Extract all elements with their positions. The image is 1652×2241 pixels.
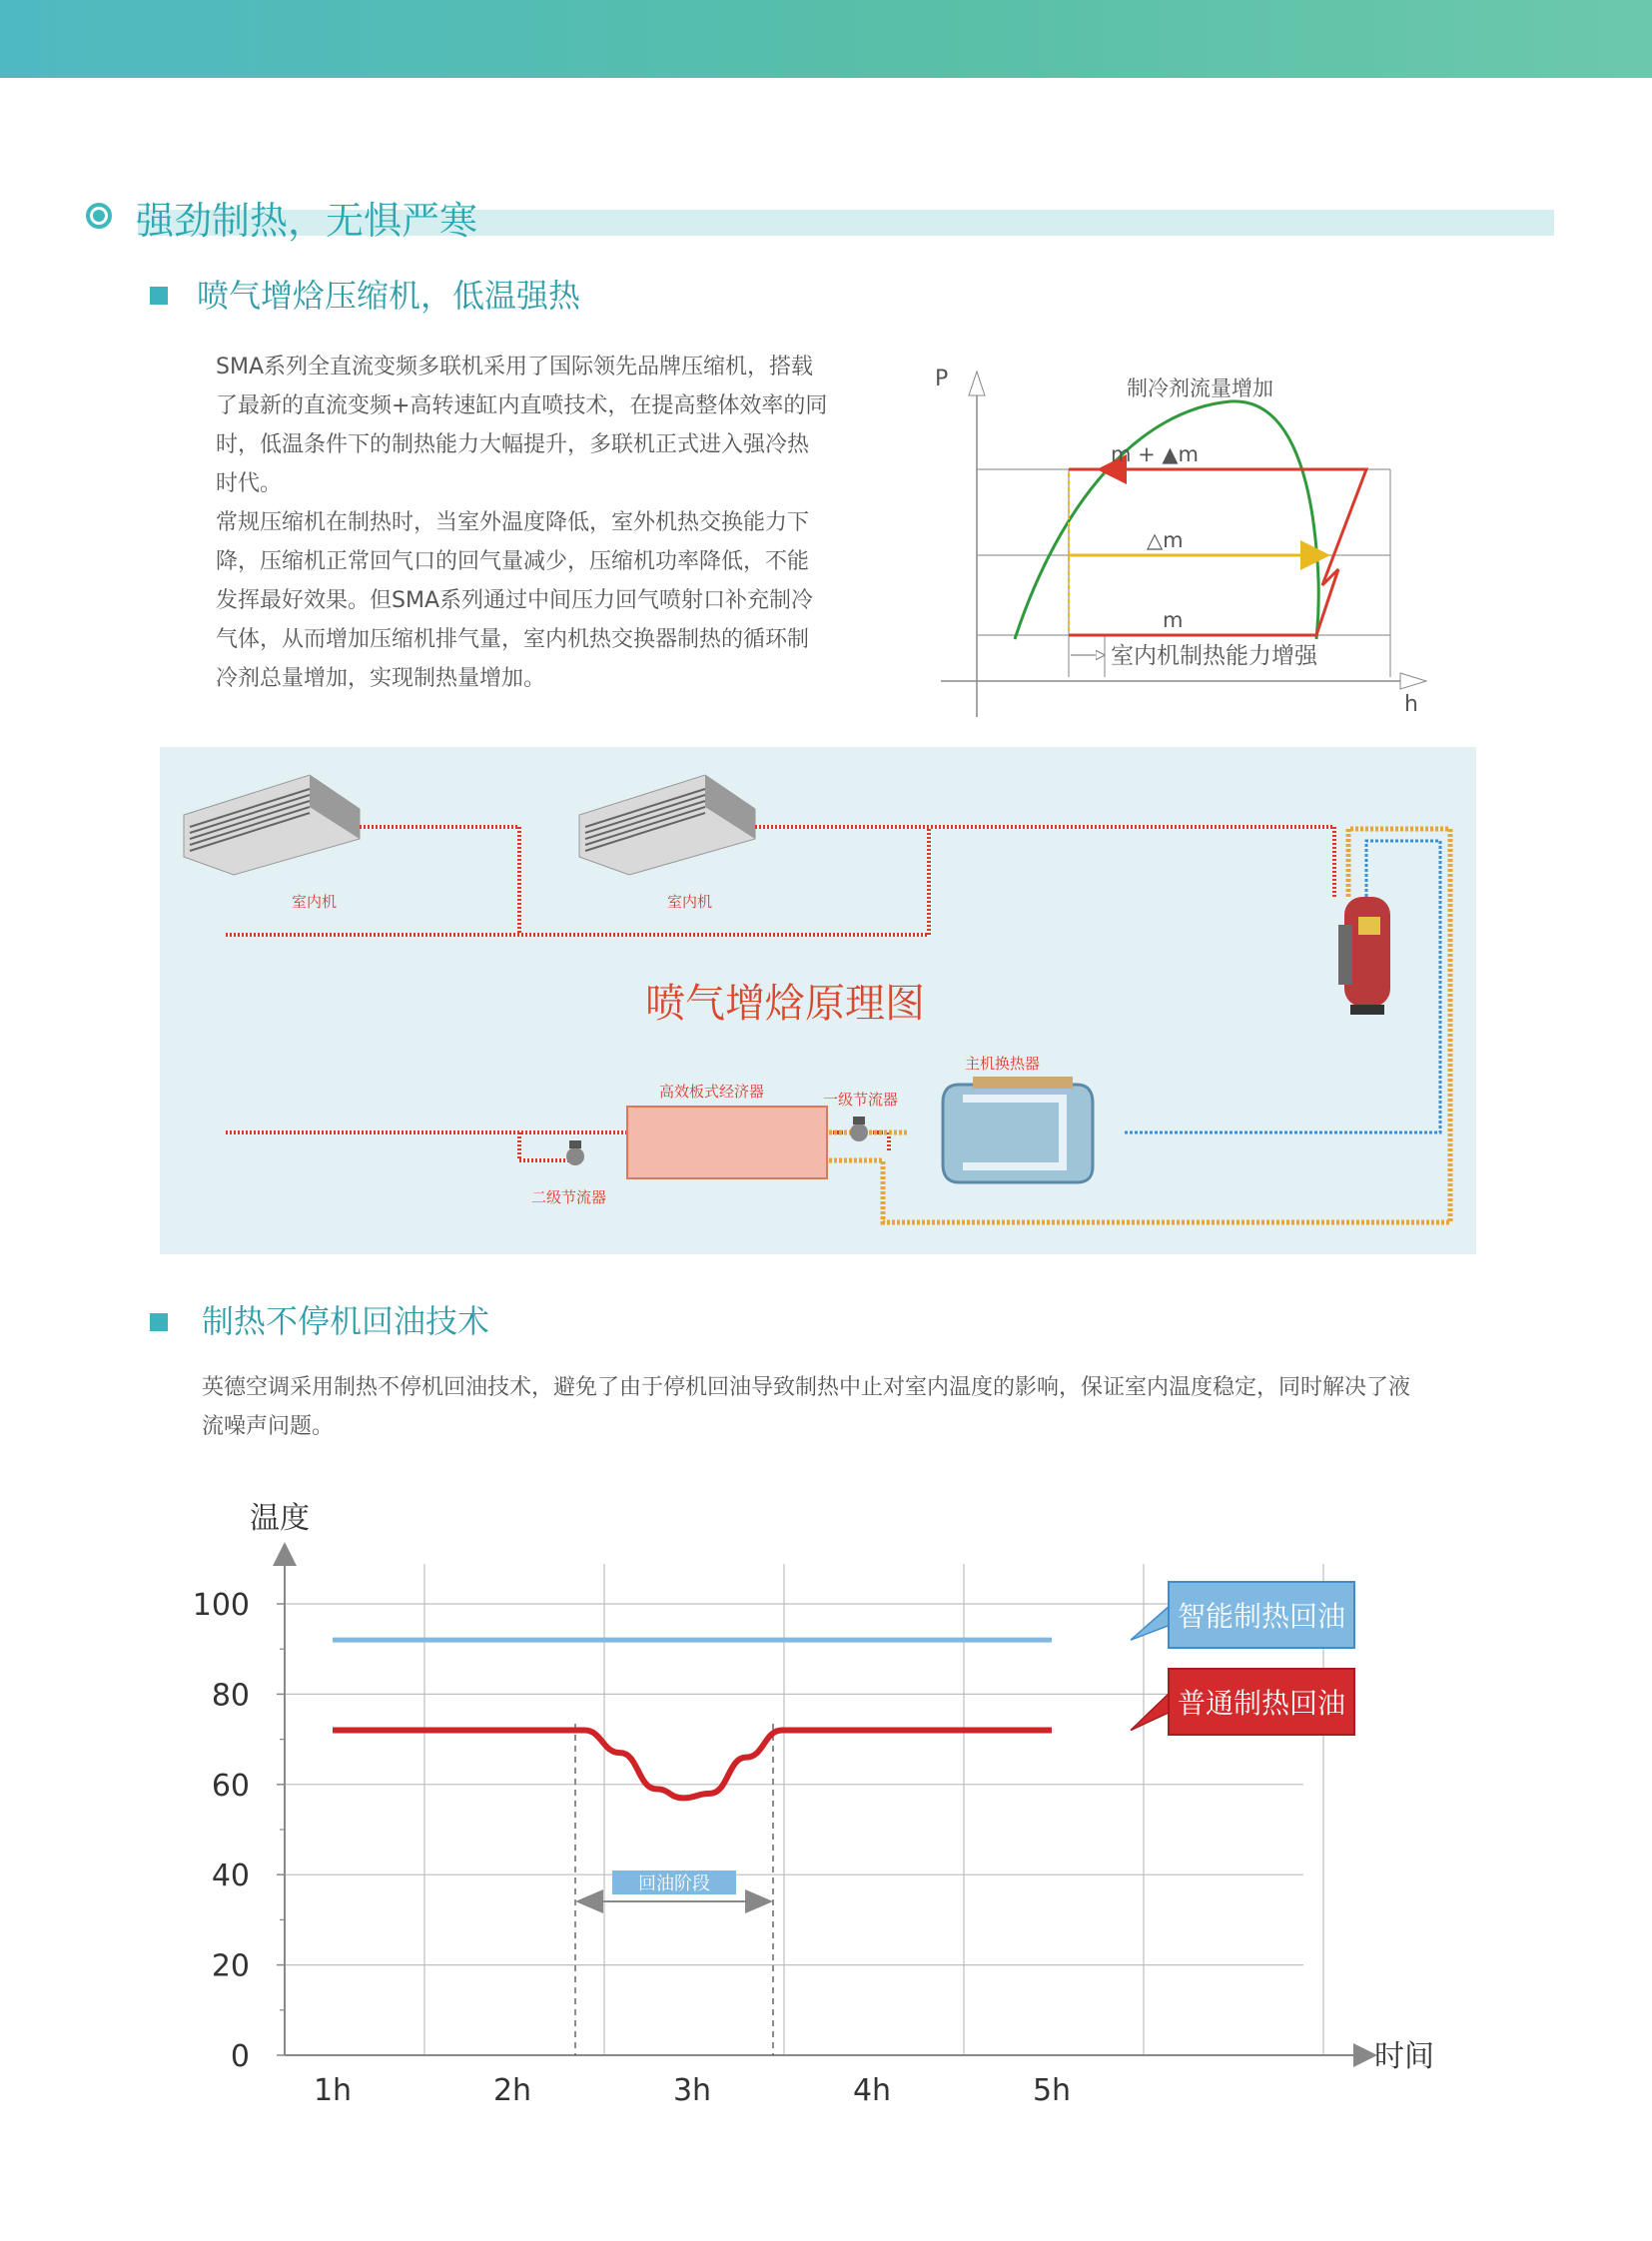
refrigerant-cycle-red [1069,469,1366,635]
indoor-unit-1-label: 室内机 [292,893,338,911]
y-axis-title: 温度 [250,1501,310,1536]
main-exchanger-label: 主机换热器 [965,1055,1041,1073]
y-tick-label: 60 [211,1768,250,1804]
paragraph-line: 时，低温条件下的制热能力大幅提升，多联机正式进入强冷热 [216,432,810,457]
chart-legend [1131,1582,1354,1735]
oil-return-annotation [575,1724,773,2055]
h-axis-label: h [1404,692,1418,717]
paragraph-line: SMA系列全直流变频多联机采用了国际领先品牌压缩机，搭载 [216,355,813,379]
p-axis-arrow-icon [969,372,985,395]
x-tick-label: 5h [1032,2073,1072,2108]
ph-diagram [931,350,1450,719]
capacity-label: 室内机制热能力增强 [1111,643,1317,669]
intro-paragraph [216,348,895,698]
y-tick-label: 40 [211,1859,250,1894]
square-bullet-icon [150,1313,168,1331]
injection-principle-diagram [160,747,1476,1254]
x-tick-label: 1h [313,2073,353,2108]
chart-series [333,1640,1052,1798]
m-label: m [1163,608,1184,632]
economizer-icon [627,1107,827,1178]
section-title: 强劲制热，无惧严寒 [136,199,478,243]
saturation-dome [1015,401,1318,639]
section-heading [86,196,1554,246]
top-header-band [0,0,1652,78]
indoor-unit-2-label: 室内机 [667,893,713,911]
p-axis-label: P [935,367,949,391]
y-tick-label: 0 [230,2039,250,2074]
paragraph-line: 流噪声问题。 [202,1414,335,1439]
subtitle-injection-compressor: 喷气增焓压缩机，低温强热 [197,277,581,315]
h-axis-arrow-icon [1400,673,1426,689]
paragraph-line: 发挥最好效果。但SMA系列通过中间压力回气喷射口补充制冷 [216,588,813,613]
legend-normal-oil-return-pointer [1131,1692,1171,1731]
paragraph-line: 降，压缩机正常回气口的回气量减少，压缩机功率降低，不能 [216,549,810,574]
economizer-label: 高效板式经济器 [659,1083,765,1101]
delta-m-label: △m [1147,528,1184,552]
temperature-chart [180,1484,1478,2123]
legend-normal-oil-return-label: 普通制热回油 [1177,1687,1346,1720]
main-heat-exchanger-icon [943,1077,1093,1182]
x-tick-label: 3h [672,2073,712,2108]
paragraph-line: 冷剂总量增加，实现制热量增加。 [216,666,546,691]
x-axis-title: 时间 [1374,2039,1434,2074]
series-line-normal-oil-return [333,1731,1052,1799]
legend-smart-oil-return-pointer [1131,1605,1171,1640]
flow-increase-label: 制冷剂流量增加 [1127,376,1273,400]
paragraph-line: 常规压缩机在制热时，当室外温度降低，室外机热交换能力下 [216,510,810,535]
oil-return-label: 回油阶段 [638,1873,710,1894]
y-tick-label: 80 [211,1678,250,1714]
y-tick-label: 20 [211,1948,250,1984]
throttle-2-label: 二级节流器 [531,1188,607,1206]
y-tick-label: 100 [192,1588,250,1623]
chart-ticks [193,1588,1071,2108]
throttle-1-label: 一级节流器 [823,1091,899,1109]
oil-return-paragraph [202,1368,1490,1446]
legend-smart-oil-return-label: 智能制热回油 [1177,1600,1346,1633]
paragraph-line: 了最新的直流变频+高转速缸内直喷技术，在提高整体效率的同 [216,393,828,418]
x-tick-label: 4h [852,2073,892,2108]
x-tick-label: 2h [492,2073,532,2108]
square-bullet-icon [150,287,168,305]
paragraph-line: 英德空调采用制热不停机回油技术，避免了由于停机回油导致制热中止对室内温度的影响，保证室内温度稳定，同时解决了液 [202,1375,1411,1400]
subtitle-oil-return: 制热不停机回油技术 [202,1302,490,1340]
bullet-dot-icon [93,210,105,222]
m-plus-delta-label: m + ▲m [1111,442,1200,466]
paragraph-line: 时代。 [216,471,283,496]
principle-title: 喷气增焓原理图 [645,981,925,1027]
paragraph-line: 气体，从而增加压缩机排气量，室内机热交换器制热的循环制 [216,627,810,652]
